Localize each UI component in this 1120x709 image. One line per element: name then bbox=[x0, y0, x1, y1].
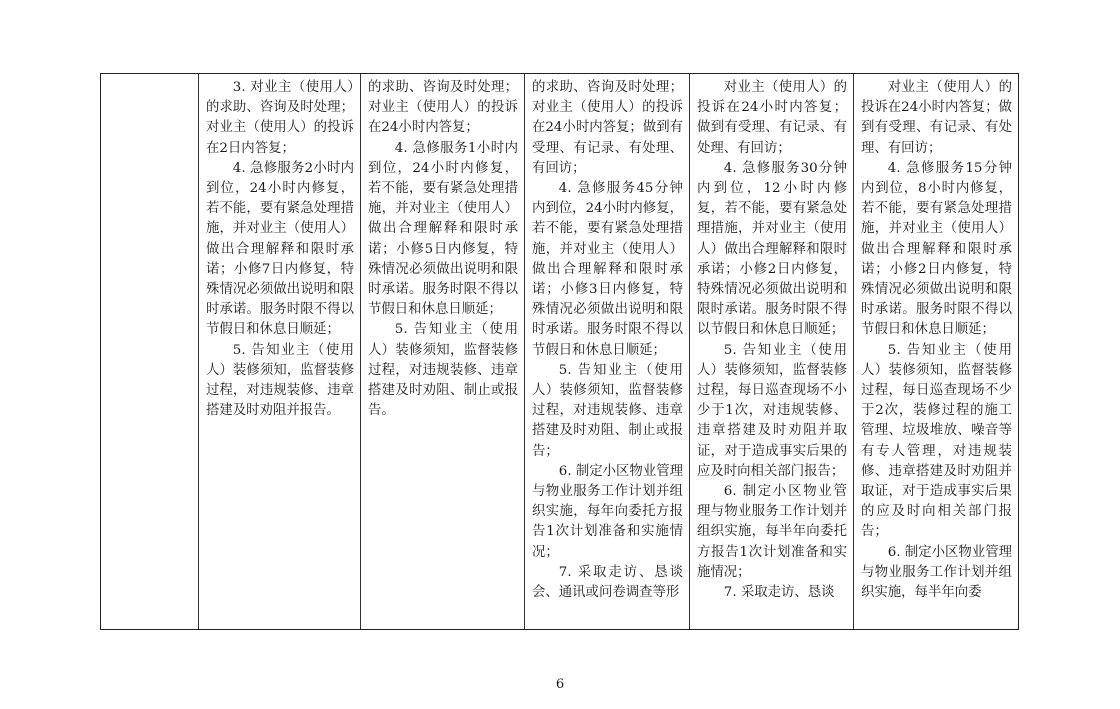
table-column-grade-e bbox=[854, 74, 1018, 629]
cell-paragraph: 6. 制定小区物业管理与物业服务工作计划并组织实施，每半年向委托方报告1次计划准备和实施情况； bbox=[697, 484, 847, 580]
cell-paragraph: 4. 急修服务30分钟内到位，12小时内修复，若不能，要有紧急处理措施，并对业主（使用人）做出合理解释和限时承诺；小修2日内修复，特殊情况必须做出说明和限时承诺。服务时限不得以节假日和休息日顺延； bbox=[697, 160, 847, 338]
cell-paragraph: 6. 制定小区物业管理与物业服务工作计划并组织实施，每半年向委 bbox=[861, 544, 1012, 601]
cell-paragraph: 7. 采取走访、恳谈会、通讯或问卷调查等形 bbox=[532, 564, 683, 601]
cell-paragraph: 对业主（使用人）的投诉在24小时内答复；做到有受理、有记录、有处理、有回访； bbox=[861, 80, 1012, 156]
cell-paragraph: 4. 急修服务15分钟内到位，8小时内修复，若不能，要有紧急处理措施，并对业主（使用人）做出合理解释和限时承诺；小修2日内修复，特殊情况必须做出说明和限时承诺。服务时限不得以节假日和休息日顺延； bbox=[861, 160, 1012, 338]
table-column-grade-a bbox=[199, 74, 361, 629]
service-standard-table bbox=[100, 73, 1019, 630]
cell-paragraph: 6. 制定小区物业管理与物业服务工作计划并组织实施，每年向委托方报告1次计划准备和实施情况； bbox=[532, 463, 683, 560]
table-column-grade-b bbox=[361, 74, 525, 629]
cell-paragraph: 的求助、咨询及时处理；对业主（使用人）的投诉在24小时内答复； bbox=[368, 80, 518, 136]
table-column-grade-d bbox=[690, 74, 854, 629]
cell-paragraph: 5. 告知业主（使用人）装修须知，监督装修过程，每日巡查现场不少于2次，装修过程的施工管理、垃圾堆放、噪音等有专人管理，对违规装修、违章搭建及时劝阻并取证，对于造成事实后果的应及时向相关部门报告； bbox=[861, 342, 1012, 540]
cell-paragraph: 5. 告知业主（使用人）装修须知，监督装修过程，每日巡查现场不小少于1次，对违规装修、违章搭建及时劝阻并取证，对于造成事实后果的应及时向相关部门报告； bbox=[697, 342, 847, 479]
page-number: 6 bbox=[555, 677, 565, 692]
table-column-grade-c bbox=[525, 74, 690, 629]
cell-paragraph: 5. 告知业主（使用人）装修须知，监督装修过程，对违规装修、违章搭建及时劝阻并报告。 bbox=[206, 342, 354, 419]
cell-paragraph: 7. 采取走访、恳谈 bbox=[723, 585, 835, 601]
cell-paragraph: 对业主（使用人）的投诉在24小时内答复；做到有受理、有记录、有处理、有回访； bbox=[697, 80, 847, 156]
table-column-blank bbox=[101, 74, 199, 629]
cell-paragraph: 4. 急修服务2小时内到位，24小时内修复，若不能，要有紧急处理措施，并对业主（使用人）做出合理解释和限时承诺；小修7日内修复，特殊情况必须做出说明和限时承诺。服务时限不得以节假日和休息日顺延； bbox=[206, 160, 354, 338]
cell-paragraph: 5. 告知业主（使用人）装修须知，监督装修过程，对违规装修、违章搭建及时劝阻、制止或报告。 bbox=[368, 322, 518, 419]
cell-paragraph: 4. 急修服务1小时内到位，24小时内修复，若不能，要有紧急处理措施，并对业主（使用人）做出合理解释和限时承诺；小修5日内修复，特殊情况必须做出说明和限时承诺。服务时限不得以节假日和休息日顺延； bbox=[368, 140, 518, 318]
cell-paragraph: 4. 急修服务45分钟内到位，24小时内修复，若不能，要有紧急处理措施，并对业主（使用人）做出合理解释和限时承诺；小修3日内修复，特殊情况必须做出说明和限时承诺。服务时限不得以节假日和休息日顺延； bbox=[532, 181, 683, 358]
cell-paragraph: 3. 对业主（使用人）的求助、咨询及时处理；对业主（使用人）的投诉在2日内答复； bbox=[206, 80, 354, 156]
cell-paragraph: 5. 告知业主（使用人）装修须知，监督装修过程，对违规装修、违章搭建及时劝阻、制止或报告； bbox=[532, 362, 683, 459]
cell-paragraph: 的求助、咨询及时处理；对业主（使用人）的投诉在24小时内答复；做到有受理、有记录、有处理、有回访； bbox=[532, 80, 683, 176]
